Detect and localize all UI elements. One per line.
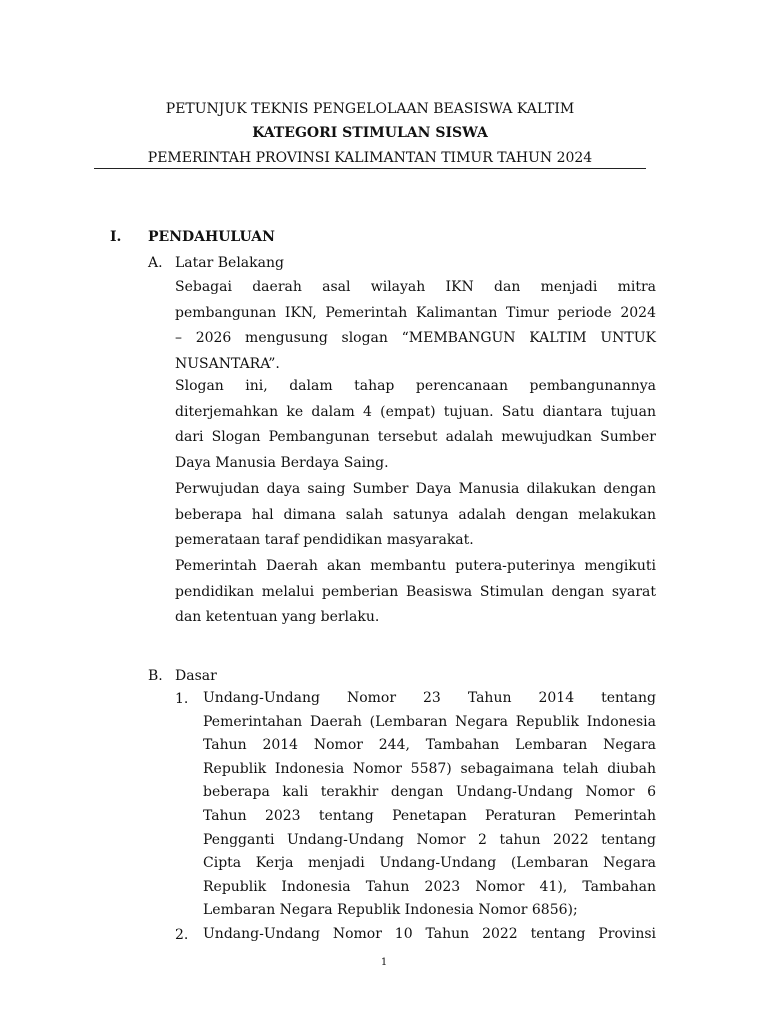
list-item-line: Lembaran Negara Republik Indonesia Nomor 6856); bbox=[203, 902, 578, 919]
list-item-line: Undang-Undang Nomor 10 Tahun 2022 tentang Provinsi bbox=[203, 926, 656, 942]
page-number: 1 bbox=[380, 957, 388, 968]
list-item-line: beberapa kali terakhir dengan Undang-Undang Nomor 6 bbox=[203, 784, 656, 801]
list-item-text bbox=[203, 923, 656, 947]
list-item-line: Tahun 2023 tentang Penetapan Peraturan Pemerintah bbox=[203, 807, 656, 824]
subsection-b-letter: B. bbox=[148, 668, 163, 684]
paragraph-line: pendidikan melalui pemberian Beasiswa Stimulan dengan syarat bbox=[175, 583, 656, 600]
header-divider bbox=[94, 168, 646, 169]
paragraph-line: Slogan ini, dalam tahap perencanaan pembangunannya bbox=[175, 378, 656, 394]
paragraph-line: dan ketentuan yang berlaku. bbox=[175, 609, 380, 626]
list-item-number: 1. bbox=[175, 691, 189, 707]
subsection-a-title: Latar Belakang bbox=[175, 255, 284, 271]
paragraph-3 bbox=[175, 477, 656, 554]
section-number: I. bbox=[110, 229, 122, 245]
paragraph-line: pembangunan IKN, Pemerintah Kalimantan Timur periode 2024 bbox=[175, 304, 656, 321]
list-item-line: Tahun 2014 Nomor 244, Tambahan Lembaran Negara bbox=[203, 737, 656, 754]
paragraph-line: Sebagai daerah asal wilayah IKN dan menjadi mitra bbox=[175, 279, 656, 295]
list-item-line: Cipta Kerja menjadi Undang-Undang (Lembaran Negara bbox=[203, 855, 656, 872]
list-item-number: 2. bbox=[175, 927, 189, 943]
paragraph-4 bbox=[175, 554, 656, 631]
list-item-line: Republik Indonesia Nomor 5587) sebagaimana telah diubah bbox=[203, 760, 656, 777]
paragraph-line: dari Slogan Pembangunan tersebut adalah mewujudkan Sumber bbox=[175, 429, 656, 446]
paragraph-line: beberapa hal dimana salah satunya adalah dengan melakukan bbox=[175, 506, 656, 523]
list-item-line: Undang-Undang Nomor 23 Tahun 2014 tentang bbox=[203, 690, 656, 706]
list-item-line: Republik Indonesia Tahun 2023 Nomor 41), Tambahan bbox=[203, 878, 656, 895]
paragraph-line: NUSANTARA”. bbox=[175, 356, 280, 373]
section-title: PENDAHULUAN bbox=[148, 229, 275, 245]
paragraph-1 bbox=[175, 275, 656, 378]
paragraph-line: Perwujudan daya saing Sumber Daya Manusia dilakukan dengan bbox=[175, 481, 656, 497]
paragraph-line: diterjemahkan ke dalam 4 (empat) tujuan. Satu diantara tujuan bbox=[175, 403, 656, 420]
doc-issuer: PEMERINTAH PROVINSI KALIMANTAN TIMUR TAHUN 2024 bbox=[147, 150, 593, 166]
list-item-line: Pemerintahan Daerah (Lembaran Negara Republik Indonesia bbox=[203, 713, 656, 730]
doc-category: KATEGORI STIMULAN SISWA bbox=[252, 125, 488, 141]
paragraph-line: Daya Manusia Berdaya Saing. bbox=[175, 455, 389, 472]
subsection-a-letter: A. bbox=[148, 255, 163, 271]
paragraph-line: pemerataan taraf pendidikan masyarakat. bbox=[175, 532, 474, 549]
paragraph-2 bbox=[175, 374, 656, 477]
paragraph-line: – 2026 mengusung slogan “MEMBANGUN KALTIM UNTUK bbox=[175, 330, 656, 347]
list-item-line: Pengganti Undang-Undang Nomor 2 tahun 2022 tentang bbox=[203, 831, 656, 848]
subsection-b-title: Dasar bbox=[175, 668, 217, 684]
paragraph-line: Pemerintah Daerah akan membantu putera-puterinya mengikuti bbox=[175, 558, 656, 574]
list-item-text bbox=[203, 687, 656, 923]
doc-title: PETUNJUK TEKNIS PENGELOLAAN BEASISWA KALTIM bbox=[165, 101, 575, 117]
